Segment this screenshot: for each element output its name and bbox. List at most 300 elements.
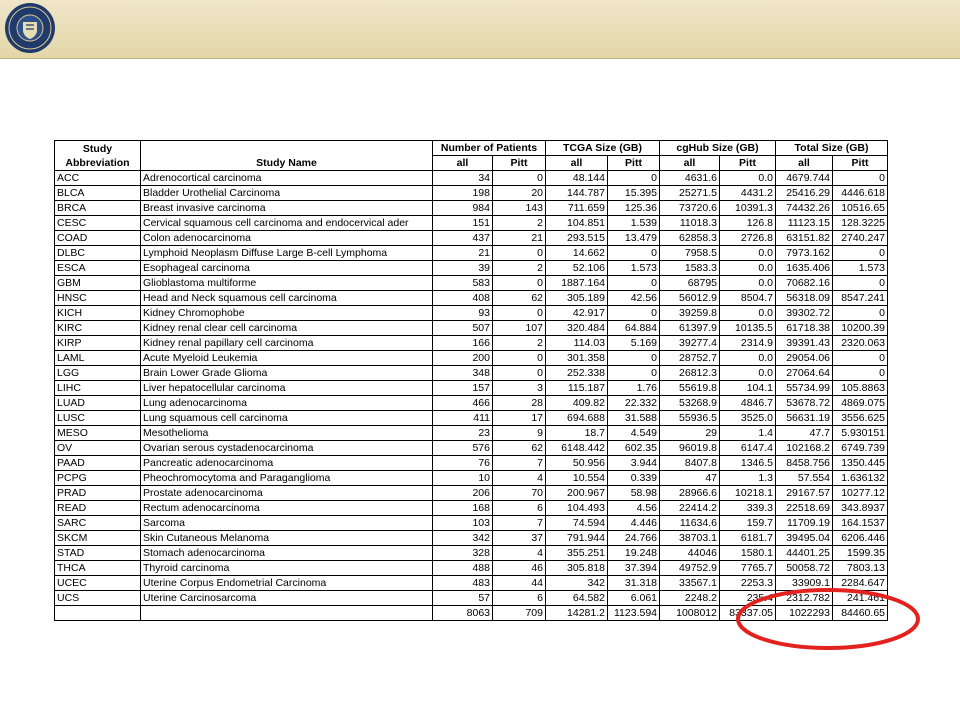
cell-total-all: 56631.19	[776, 411, 833, 426]
cell-total-pitt: 6206.446	[833, 531, 888, 546]
cell-name: Lung adenocarcinoma	[141, 396, 433, 411]
cell-patients-all: 39	[433, 261, 493, 276]
table-row	[55, 351, 888, 366]
cell-cghub-pitt: 126.8	[720, 216, 776, 231]
cell-tcga-all: 342	[546, 576, 608, 591]
cell-patients-pitt: 3	[493, 381, 546, 396]
cell-name: Ovarian serous cystadenocarcinoma	[141, 441, 433, 456]
cell-name: Sarcoma	[141, 516, 433, 531]
cell-patients-all: 10	[433, 471, 493, 486]
cell-name: Rectum adenocarcinoma	[141, 501, 433, 516]
table-row	[55, 411, 888, 426]
cell-tcga-all: 52.106	[546, 261, 608, 276]
cell-name: Lung squamous cell carcinoma	[141, 411, 433, 426]
cell-patients-pitt: 2	[493, 216, 546, 231]
subheader-tcga-pitt: Pitt	[608, 156, 660, 171]
cell-tcga-pitt: 22.332	[608, 396, 660, 411]
banner-divider	[0, 58, 960, 59]
cell-name: Pancreatic adenocarcinoma	[141, 456, 433, 471]
cell-cghub-pitt: 4431.2	[720, 186, 776, 201]
cell-tcga-all: 50.956	[546, 456, 608, 471]
cell-cghub-all: 33567.1	[660, 576, 720, 591]
cell-tcga-pitt: 15.395	[608, 186, 660, 201]
cell-name: Thyroid carcinoma	[141, 561, 433, 576]
cell-total-all: 39391.43	[776, 336, 833, 351]
cell-patients-pitt: 2	[493, 261, 546, 276]
tcga-size-table	[54, 140, 888, 621]
table-row	[55, 306, 888, 321]
cell-tcga-pitt: 19.248	[608, 546, 660, 561]
cell-total-pitt: 0	[833, 171, 888, 186]
cell-abbrev: LUSC	[55, 411, 141, 426]
cell-cghub-pitt: 1346.5	[720, 456, 776, 471]
table-row	[55, 516, 888, 531]
cell-tcga-pitt: 0	[608, 366, 660, 381]
cell-cghub-pitt: 4846.7	[720, 396, 776, 411]
cell-patients-pitt: 0	[493, 276, 546, 291]
cell-cghub-all: 4631.6	[660, 171, 720, 186]
cell-total-total-pitt: 84460.65	[833, 606, 888, 621]
cell-total-all: 11709.19	[776, 516, 833, 531]
cell-name: Bladder Urothelial Carcinoma	[141, 186, 433, 201]
cell-abbrev: READ	[55, 501, 141, 516]
cell-patients-pitt: 9	[493, 426, 546, 441]
cell-cghub-all: 56012.9	[660, 291, 720, 306]
cell-total-all: 63151.82	[776, 231, 833, 246]
cell-tcga-pitt: 5.169	[608, 336, 660, 351]
table-row	[55, 321, 888, 336]
cell-patients-all: 408	[433, 291, 493, 306]
cell-total-all: 47.7	[776, 426, 833, 441]
cell-total-pitt: 0	[833, 366, 888, 381]
cell-abbrev: HNSC	[55, 291, 141, 306]
cell-patients-all: 206	[433, 486, 493, 501]
cell-total-cghub-pitt: 83337.05	[720, 606, 776, 621]
cell-patients-all: 168	[433, 501, 493, 516]
cell-patients-all: 23	[433, 426, 493, 441]
cell-patients-pitt: 6	[493, 501, 546, 516]
cell-abbrev: LIHC	[55, 381, 141, 396]
cell-tcga-all: 18.7	[546, 426, 608, 441]
cell-patients-pitt: 7	[493, 516, 546, 531]
cell-total-all: 2312.782	[776, 591, 833, 606]
cell-cghub-all: 11634.6	[660, 516, 720, 531]
cell-patients-all: 103	[433, 516, 493, 531]
cell-name: Skin Cutaneous Melanoma	[141, 531, 433, 546]
cell-cghub-all: 2248.2	[660, 591, 720, 606]
cell-tcga-pitt: 42.56	[608, 291, 660, 306]
cell-total-pitt: 1599.35	[833, 546, 888, 561]
cell-abbrev: DLBC	[55, 246, 141, 261]
cell-tcga-all: 42.917	[546, 306, 608, 321]
cell-total-pitt: 6749.739	[833, 441, 888, 456]
cell-tcga-pitt: 31.588	[608, 411, 660, 426]
cell-tcga-all: 355.251	[546, 546, 608, 561]
cell-name: Esophageal carcinoma	[141, 261, 433, 276]
cell-patients-all: 198	[433, 186, 493, 201]
cell-cghub-all: 47	[660, 471, 720, 486]
cell-patients-all: 437	[433, 231, 493, 246]
cell-total-all: 33909.1	[776, 576, 833, 591]
cell-cghub-all: 55619.8	[660, 381, 720, 396]
cell-cghub-pitt: 6147.4	[720, 441, 776, 456]
table-row	[55, 471, 888, 486]
cell-abbrev: LGG	[55, 366, 141, 381]
table-row	[55, 246, 888, 261]
cell-cghub-pitt: 0.0	[720, 276, 776, 291]
cell-tcga-pitt: 6.061	[608, 591, 660, 606]
cell-total-patients-all: 8063	[433, 606, 493, 621]
cell-abbrev: KICH	[55, 306, 141, 321]
table-row	[55, 426, 888, 441]
cell-cghub-all: 28966.6	[660, 486, 720, 501]
cell-total-all: 22518.69	[776, 501, 833, 516]
cell-tcga-pitt: 24.766	[608, 531, 660, 546]
cell-tcga-pitt: 0.339	[608, 471, 660, 486]
table-row	[55, 456, 888, 471]
table-body	[55, 171, 888, 621]
header-banner	[0, 0, 960, 58]
subheader-cghub-all: all	[660, 156, 720, 171]
cell-total-tcga-all: 14281.2	[546, 606, 608, 621]
cell-name: Mesothelioma	[141, 426, 433, 441]
cell-total-tcga-pitt: 1123.594	[608, 606, 660, 621]
cell-cghub-all: 39277.4	[660, 336, 720, 351]
cell-total-pitt: 128.3225	[833, 216, 888, 231]
cell-abbrev: THCA	[55, 561, 141, 576]
cell-tcga-pitt: 3.944	[608, 456, 660, 471]
cell-patients-all: 342	[433, 531, 493, 546]
table-row	[55, 231, 888, 246]
cell-name: Brain Lower Grade Glioma	[141, 366, 433, 381]
cell-abbrev: KIRC	[55, 321, 141, 336]
cell-total-all: 39302.72	[776, 306, 833, 321]
cell-tcga-pitt: 0	[608, 276, 660, 291]
cell-name: Colon adenocarcinoma	[141, 231, 433, 246]
cell-totals-blank	[55, 606, 141, 621]
cell-total-all: 11123.15	[776, 216, 833, 231]
cell-name: Uterine Corpus Endometrial Carcinoma	[141, 576, 433, 591]
cell-name: Lymphoid Neoplasm Diffuse Large B-cell Lymphoma	[141, 246, 433, 261]
cell-tcga-all: 14.662	[546, 246, 608, 261]
cell-patients-all: 488	[433, 561, 493, 576]
cell-tcga-all: 305.189	[546, 291, 608, 306]
cell-tcga-pitt: 4.549	[608, 426, 660, 441]
cell-total-pitt: 5.930151	[833, 426, 888, 441]
cell-cghub-all: 73720.6	[660, 201, 720, 216]
cell-abbrev: OV	[55, 441, 141, 456]
cell-name: Glioblastoma multiforme	[141, 276, 433, 291]
cell-total-all: 29054.06	[776, 351, 833, 366]
cell-cghub-all: 29	[660, 426, 720, 441]
cell-name: Uterine Carcinosarcoma	[141, 591, 433, 606]
cell-cghub-all: 44046	[660, 546, 720, 561]
cell-total-all: 55734.99	[776, 381, 833, 396]
cell-cghub-pitt: 10135.5	[720, 321, 776, 336]
cell-total-all: 8458.756	[776, 456, 833, 471]
cell-tcga-pitt: 58.98	[608, 486, 660, 501]
cell-tcga-pitt: 0	[608, 171, 660, 186]
cell-tcga-all: 711.659	[546, 201, 608, 216]
cell-cghub-all: 11018.3	[660, 216, 720, 231]
table-row	[55, 381, 888, 396]
cell-total-all: 29167.57	[776, 486, 833, 501]
table-row	[55, 441, 888, 456]
cell-cghub-pitt: 1580.1	[720, 546, 776, 561]
cell-total-pitt: 0	[833, 246, 888, 261]
cell-patients-pitt: 28	[493, 396, 546, 411]
cell-cghub-all: 38703.1	[660, 531, 720, 546]
cell-total-all: 61718.38	[776, 321, 833, 336]
cell-total-all: 39495.04	[776, 531, 833, 546]
cell-tcga-pitt: 1.76	[608, 381, 660, 396]
cell-tcga-pitt: 4.446	[608, 516, 660, 531]
cell-patients-pitt: 0	[493, 351, 546, 366]
cell-tcga-all: 144.787	[546, 186, 608, 201]
cell-cghub-pitt: 0.0	[720, 246, 776, 261]
cell-name: Pheochromocytoma and Paraganglioma	[141, 471, 433, 486]
cell-tcga-all: 694.688	[546, 411, 608, 426]
cell-total-pitt: 1.636132	[833, 471, 888, 486]
cell-cghub-all: 28752.7	[660, 351, 720, 366]
header-total-size: Total Size (GB)	[776, 141, 888, 156]
cell-total-pitt: 164.1537	[833, 516, 888, 531]
cell-tcga-all: 252.338	[546, 366, 608, 381]
cell-cghub-all: 62858.3	[660, 231, 720, 246]
cell-cghub-pitt: 1.3	[720, 471, 776, 486]
cell-abbrev: COAD	[55, 231, 141, 246]
cell-tcga-all: 104.851	[546, 216, 608, 231]
cell-tcga-pitt: 1.539	[608, 216, 660, 231]
cell-abbrev: SARC	[55, 516, 141, 531]
cell-cghub-pitt: 7765.7	[720, 561, 776, 576]
cell-cghub-all: 7958.5	[660, 246, 720, 261]
cell-cghub-pitt: 10391.3	[720, 201, 776, 216]
cell-total-all: 4679.744	[776, 171, 833, 186]
table-row	[55, 486, 888, 501]
cell-tcga-all: 305.818	[546, 561, 608, 576]
cell-patients-pitt: 0	[493, 171, 546, 186]
cell-tcga-pitt: 13.479	[608, 231, 660, 246]
cell-tcga-pitt: 125.36	[608, 201, 660, 216]
cell-tcga-all: 104.493	[546, 501, 608, 516]
cell-abbrev: BLCA	[55, 186, 141, 201]
cell-total-all: 70682.16	[776, 276, 833, 291]
cell-cghub-pitt: 2253.3	[720, 576, 776, 591]
cell-cghub-all: 8407.8	[660, 456, 720, 471]
cell-total-all: 53678.72	[776, 396, 833, 411]
cell-patients-pitt: 4	[493, 546, 546, 561]
cell-abbrev: KIRP	[55, 336, 141, 351]
cell-total-pitt: 10516.65	[833, 201, 888, 216]
cell-cghub-pitt: 2314.9	[720, 336, 776, 351]
cell-cghub-pitt: 10218.1	[720, 486, 776, 501]
subheader-cghub-pitt: Pitt	[720, 156, 776, 171]
cell-tcga-pitt: 0	[608, 306, 660, 321]
cell-total-all: 25416.29	[776, 186, 833, 201]
table-row	[55, 201, 888, 216]
cell-abbrev: MESO	[55, 426, 141, 441]
cell-name: Prostate adenocarcinoma	[141, 486, 433, 501]
cell-tcga-pitt: 31.318	[608, 576, 660, 591]
cell-abbrev: SKCM	[55, 531, 141, 546]
cell-abbrev: LUAD	[55, 396, 141, 411]
cell-patients-all: 507	[433, 321, 493, 336]
cell-total-cghub-all: 1008012	[660, 606, 720, 621]
cell-cghub-pitt: 159.7	[720, 516, 776, 531]
cell-cghub-all: 53268.9	[660, 396, 720, 411]
cell-tcga-all: 791.944	[546, 531, 608, 546]
cell-cghub-pitt: 3525.0	[720, 411, 776, 426]
cell-abbrev: BRCA	[55, 201, 141, 216]
table-row	[55, 186, 888, 201]
cell-total-pitt: 0	[833, 351, 888, 366]
cell-patients-all: 200	[433, 351, 493, 366]
cell-patients-all: 583	[433, 276, 493, 291]
cell-patients-pitt: 143	[493, 201, 546, 216]
cell-cghub-pitt: 235.4	[720, 591, 776, 606]
cell-patients-pitt: 46	[493, 561, 546, 576]
cell-tcga-all: 320.484	[546, 321, 608, 336]
cell-cghub-all: 49752.9	[660, 561, 720, 576]
header-number-of-patients: Number of Patients	[433, 141, 546, 156]
cell-total-pitt: 8547.241	[833, 291, 888, 306]
cell-total-all: 44401.25	[776, 546, 833, 561]
cell-patients-pitt: 17	[493, 411, 546, 426]
cell-patients-all: 576	[433, 441, 493, 456]
cell-total-all: 56318.09	[776, 291, 833, 306]
cell-patients-pitt: 70	[493, 486, 546, 501]
cell-total-pitt: 2320.063	[833, 336, 888, 351]
cell-name: Breast invasive carcinoma	[141, 201, 433, 216]
table-row	[55, 366, 888, 381]
cell-patients-all: 348	[433, 366, 493, 381]
cell-tcga-pitt: 1.573	[608, 261, 660, 276]
subheader-total-pitt: Pitt	[833, 156, 888, 171]
cell-total-pitt: 2740.247	[833, 231, 888, 246]
cell-tcga-all: 115.187	[546, 381, 608, 396]
table-row	[55, 171, 888, 186]
cell-cghub-pitt: 8504.7	[720, 291, 776, 306]
cell-patients-all: 93	[433, 306, 493, 321]
cell-patients-all: 76	[433, 456, 493, 471]
cell-name: Kidney renal clear cell carcinoma	[141, 321, 433, 336]
cell-patients-pitt: 21	[493, 231, 546, 246]
cell-patients-all: 34	[433, 171, 493, 186]
header-tcga-size: TCGA Size (GB)	[546, 141, 660, 156]
cell-cghub-all: 22414.2	[660, 501, 720, 516]
highlight-ellipse-annotation	[734, 586, 922, 652]
cell-tcga-pitt: 37.394	[608, 561, 660, 576]
cell-tcga-pitt: 0	[608, 351, 660, 366]
cell-tcga-all: 301.358	[546, 351, 608, 366]
cell-totals-blank	[141, 606, 433, 621]
cell-patients-pitt: 0	[493, 246, 546, 261]
cell-abbrev: CESC	[55, 216, 141, 231]
cell-total-pitt: 0	[833, 306, 888, 321]
cell-tcga-all: 293.515	[546, 231, 608, 246]
cell-patients-all: 411	[433, 411, 493, 426]
cell-patients-pitt: 44	[493, 576, 546, 591]
cell-patients-all: 166	[433, 336, 493, 351]
subheader-patients-all: all	[433, 156, 493, 171]
subheader-patients-pitt: Pitt	[493, 156, 546, 171]
cell-total-pitt: 10200.39	[833, 321, 888, 336]
cell-cghub-all: 68795	[660, 276, 720, 291]
cell-name: Stomach adenocarcinoma	[141, 546, 433, 561]
cell-patients-pitt: 2	[493, 336, 546, 351]
cell-cghub-pitt: 1.4	[720, 426, 776, 441]
cell-patients-pitt: 4	[493, 471, 546, 486]
cell-total-patients-pitt: 709	[493, 606, 546, 621]
table-row	[55, 396, 888, 411]
cell-abbrev: PRAD	[55, 486, 141, 501]
cell-total-all: 57.554	[776, 471, 833, 486]
table-row	[55, 546, 888, 561]
cell-tcga-all: 200.967	[546, 486, 608, 501]
cell-abbrev: UCEC	[55, 576, 141, 591]
cell-patients-pitt: 62	[493, 441, 546, 456]
cell-cghub-all: 96019.8	[660, 441, 720, 456]
cell-patients-pitt: 6	[493, 591, 546, 606]
cell-total-all: 7973.162	[776, 246, 833, 261]
header-cghub-size: cgHub Size (GB)	[660, 141, 776, 156]
cell-tcga-all: 64.582	[546, 591, 608, 606]
cell-cghub-pitt: 0.0	[720, 351, 776, 366]
cell-cghub-pitt: 0.0	[720, 366, 776, 381]
cell-name: Head and Neck squamous cell carcinoma	[141, 291, 433, 306]
cell-patients-pitt: 107	[493, 321, 546, 336]
table-row	[55, 276, 888, 291]
table-row	[55, 216, 888, 231]
cell-total-pitt: 3556.625	[833, 411, 888, 426]
cell-total-total-all: 1022293	[776, 606, 833, 621]
cell-patients-pitt: 62	[493, 291, 546, 306]
university-seal-logo	[4, 2, 56, 54]
cell-cghub-all: 26812.3	[660, 366, 720, 381]
cell-cghub-all: 55936.5	[660, 411, 720, 426]
cell-total-pitt: 343.8937	[833, 501, 888, 516]
cell-abbrev: ACC	[55, 171, 141, 186]
cell-total-pitt: 7803.13	[833, 561, 888, 576]
cell-tcga-all: 1887.164	[546, 276, 608, 291]
table-row	[55, 291, 888, 306]
cell-name: Cervical squamous cell carcinoma and endocervical ader	[141, 216, 433, 231]
cell-abbrev: LAML	[55, 351, 141, 366]
cell-total-pitt: 4869.075	[833, 396, 888, 411]
cell-tcga-pitt: 64.884	[608, 321, 660, 336]
cell-abbrev: STAD	[55, 546, 141, 561]
table-row	[55, 501, 888, 516]
cell-tcga-all: 48.144	[546, 171, 608, 186]
header-study-name: Study Name	[141, 141, 433, 171]
cell-abbrev: UCS	[55, 591, 141, 606]
cell-patients-pitt: 37	[493, 531, 546, 546]
table-row	[55, 261, 888, 276]
cell-total-pitt: 0	[833, 276, 888, 291]
cell-patients-all: 483	[433, 576, 493, 591]
subheader-tcga-all: all	[546, 156, 608, 171]
cell-patients-pitt: 0	[493, 306, 546, 321]
cell-tcga-all: 10.554	[546, 471, 608, 486]
cell-total-pitt: 241.461	[833, 591, 888, 606]
cell-cghub-pitt: 104.1	[720, 381, 776, 396]
cell-tcga-pitt: 602.35	[608, 441, 660, 456]
cell-patients-all: 328	[433, 546, 493, 561]
cell-patients-pitt: 0	[493, 366, 546, 381]
cell-total-pitt: 4446.618	[833, 186, 888, 201]
cell-total-all: 50058.72	[776, 561, 833, 576]
